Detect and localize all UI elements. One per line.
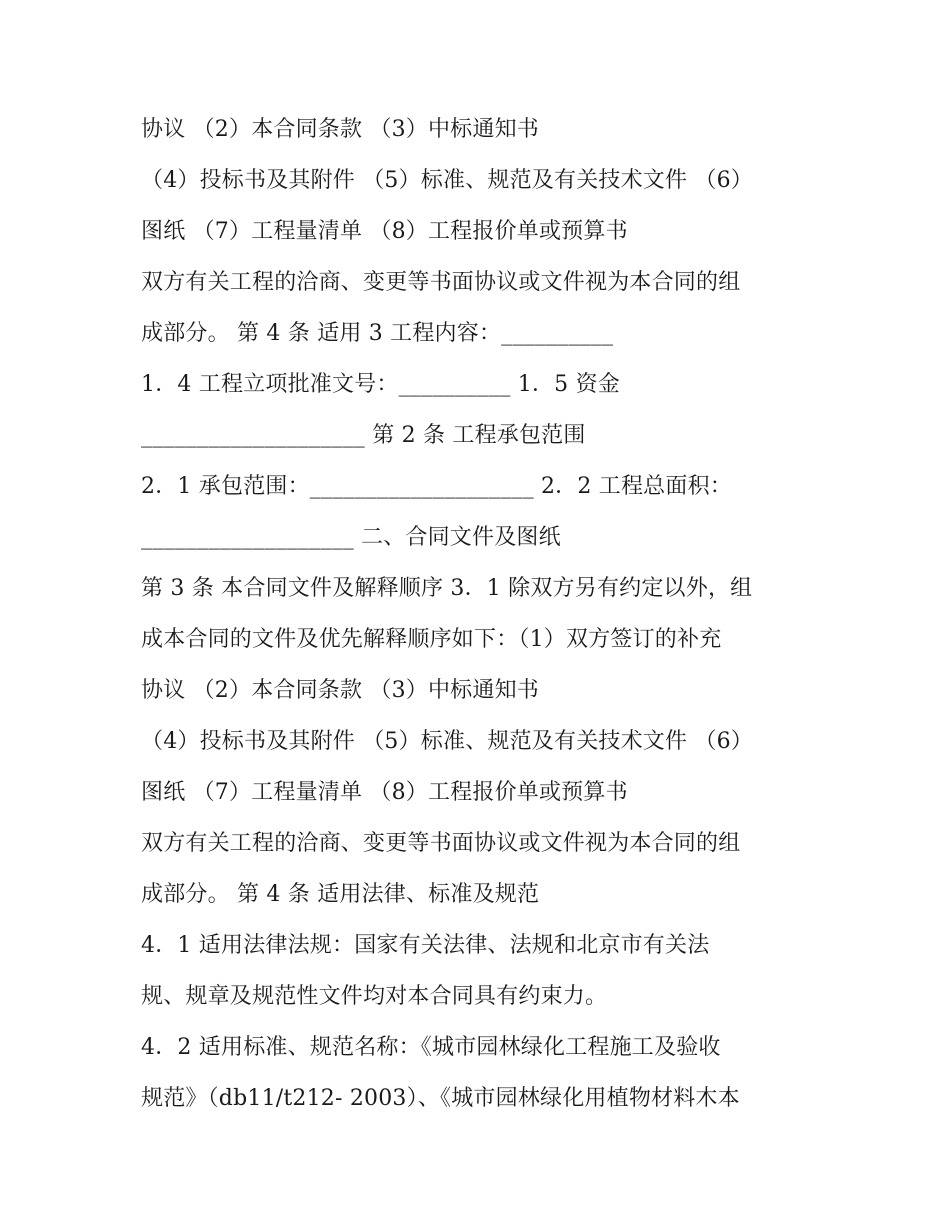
text-line: 协议 （2）本合同条款 （3）中标通知书 bbox=[141, 678, 539, 703]
text-line: 第 3 条 本合同文件及解释顺序 3．1 除双方另有约定以外，组 bbox=[141, 576, 753, 601]
text-line: 图纸 （7）工程量清单 （8）工程报价单或预算书 bbox=[141, 780, 628, 805]
text-line: 双方有关工程的洽商、变更等书面协议或文件视为本合同的组 bbox=[141, 831, 741, 856]
text-line: ____________________ 第 2 条 工程承包范围 bbox=[141, 423, 586, 448]
text-line: 规范》（db11/t212- 2003）、《城市园林绿化用植物材料木本 bbox=[141, 1086, 740, 1111]
text-line: 4．2 适用标准、规范名称：《城市园林绿化工程施工及验收 bbox=[141, 1035, 721, 1060]
text-line: 成部分。 第 4 条 适用法律、标准及规范 bbox=[141, 882, 540, 907]
text-line: 双方有关工程的洽商、变更等书面协议或文件视为本合同的组 bbox=[141, 270, 741, 295]
text-line: 1．4 工程立项批准文号：__________ 1．5 资金 bbox=[141, 372, 620, 397]
text-line: 4．1 适用法律法规：国家有关法律、法规和北京市有关法 bbox=[141, 933, 710, 958]
text-line: （4）投标书及其附件 （5）标准、规范及有关技术文件 （6） bbox=[141, 168, 753, 193]
text-line: 协议 （2）本合同条款 （3）中标通知书 bbox=[141, 117, 539, 142]
text-line: 图纸 （7）工程量清单 （8）工程报价单或预算书 bbox=[141, 219, 628, 244]
text-line: 2．1 承包范围：____________________ 2．2 工程总面积： bbox=[141, 474, 732, 499]
text-line: 成本合同的文件及优先解释顺序如下：（1）双方签订的补充 bbox=[141, 627, 722, 652]
text-line: 成部分。 第 4 条 适用 3 工程内容：__________ bbox=[141, 321, 614, 346]
document-body bbox=[141, 104, 831, 1124]
text-line: （4）投标书及其附件 （5）标准、规范及有关技术文件 （6） bbox=[141, 729, 753, 754]
text-line: 规、规章及规范性文件均对本合同具有约束力。 bbox=[141, 984, 608, 1009]
text-line: ___________________ 二、合同文件及图纸 bbox=[141, 525, 561, 550]
